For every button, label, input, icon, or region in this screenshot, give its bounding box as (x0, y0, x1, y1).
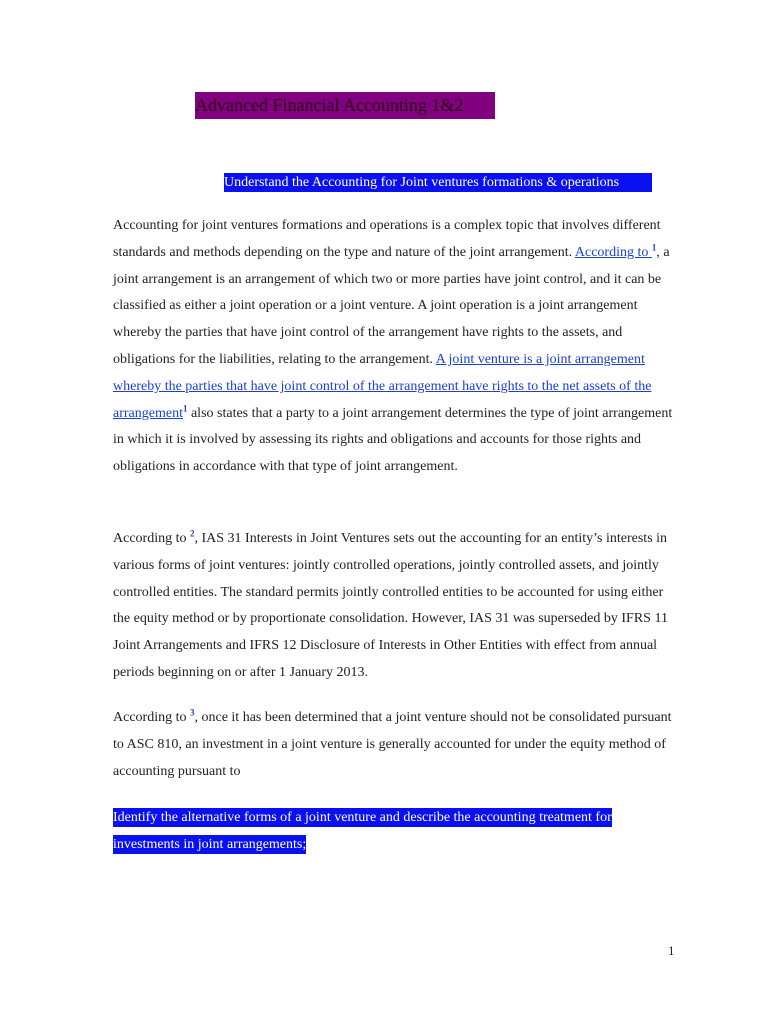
paragraph-text: , once it has been determined that a joint venture should not be consolidated pursuant to ASC 810, an investment in a joint venture is generally accounted for under the equity method of accounting pursuant to (113, 710, 672, 779)
paragraph-asc810 (113, 705, 683, 785)
definition-link[interactable]: A joint venture is a joint arrangement whereby the parties that have joint control of the arrangement have rights to the net assets of the arrangement (113, 351, 652, 421)
paragraph-text: According to (113, 710, 190, 725)
footnote-marker[interactable]: 3 (189, 707, 195, 718)
page-number: 1 (668, 943, 675, 958)
section-heading (113, 805, 658, 858)
footnote-marker[interactable]: 2 (189, 528, 195, 539)
citation-link[interactable]: According to (574, 244, 652, 260)
footnote-marker[interactable]: 1 (182, 402, 188, 413)
section-heading-text: Identify the alternative forms of a joint venture and describe the accounting treatment for investments in joint arrangements; (113, 810, 612, 852)
document-title: Advanced Financial Accounting 1&2 (195, 92, 495, 119)
paragraph-text: , a joint arrangement is an arrangement of which two or more parties have joint control, and it can be classified as either a joint operation or a joint venture. A joint operation is a joint arrangement whereby the parties that have joint control of the arrangement have rights to the assets, and obligations for the liabilities, relating to the arrangement. (113, 244, 670, 367)
paragraph-text: Accounting for joint ventures formations and operations is a complex topic that involves different standards and methods depending on the type and nature of the joint arrangement. (113, 218, 661, 260)
paragraph-text: also states that a party to a joint arrangement determines the type of joint arrangement in which it is involved by assessing its rights and obligations and accounts for those rights and obligations in accordance with that type of joint arrangement. (113, 405, 673, 475)
paragraph-ias31 (113, 526, 683, 687)
paragraph-joint-arrangements (113, 213, 683, 481)
section-subtitle: Understand the Accounting for Joint ventures formations & operations (224, 173, 652, 192)
footnote-marker[interactable]: 1 (651, 242, 657, 253)
paragraph-text: According to (113, 531, 190, 546)
paragraph-text: , IAS 31 Interests in Joint Ventures sets out the accounting for an entity’s interests in various forms of joint ventures: jointly controlled operations, jointly controlled assets, and jointly controlled entities. The standard permits jointly controlled entities to be accounted for using either the equity method or by proportionate consolidation. However, IAS 31 was superseded by IFRS 11 Joint Arrangements and IFRS 12 Disclosure of Interests in Other Entities with effect from annual periods beginning on or after 1 January 2013. (113, 531, 668, 680)
